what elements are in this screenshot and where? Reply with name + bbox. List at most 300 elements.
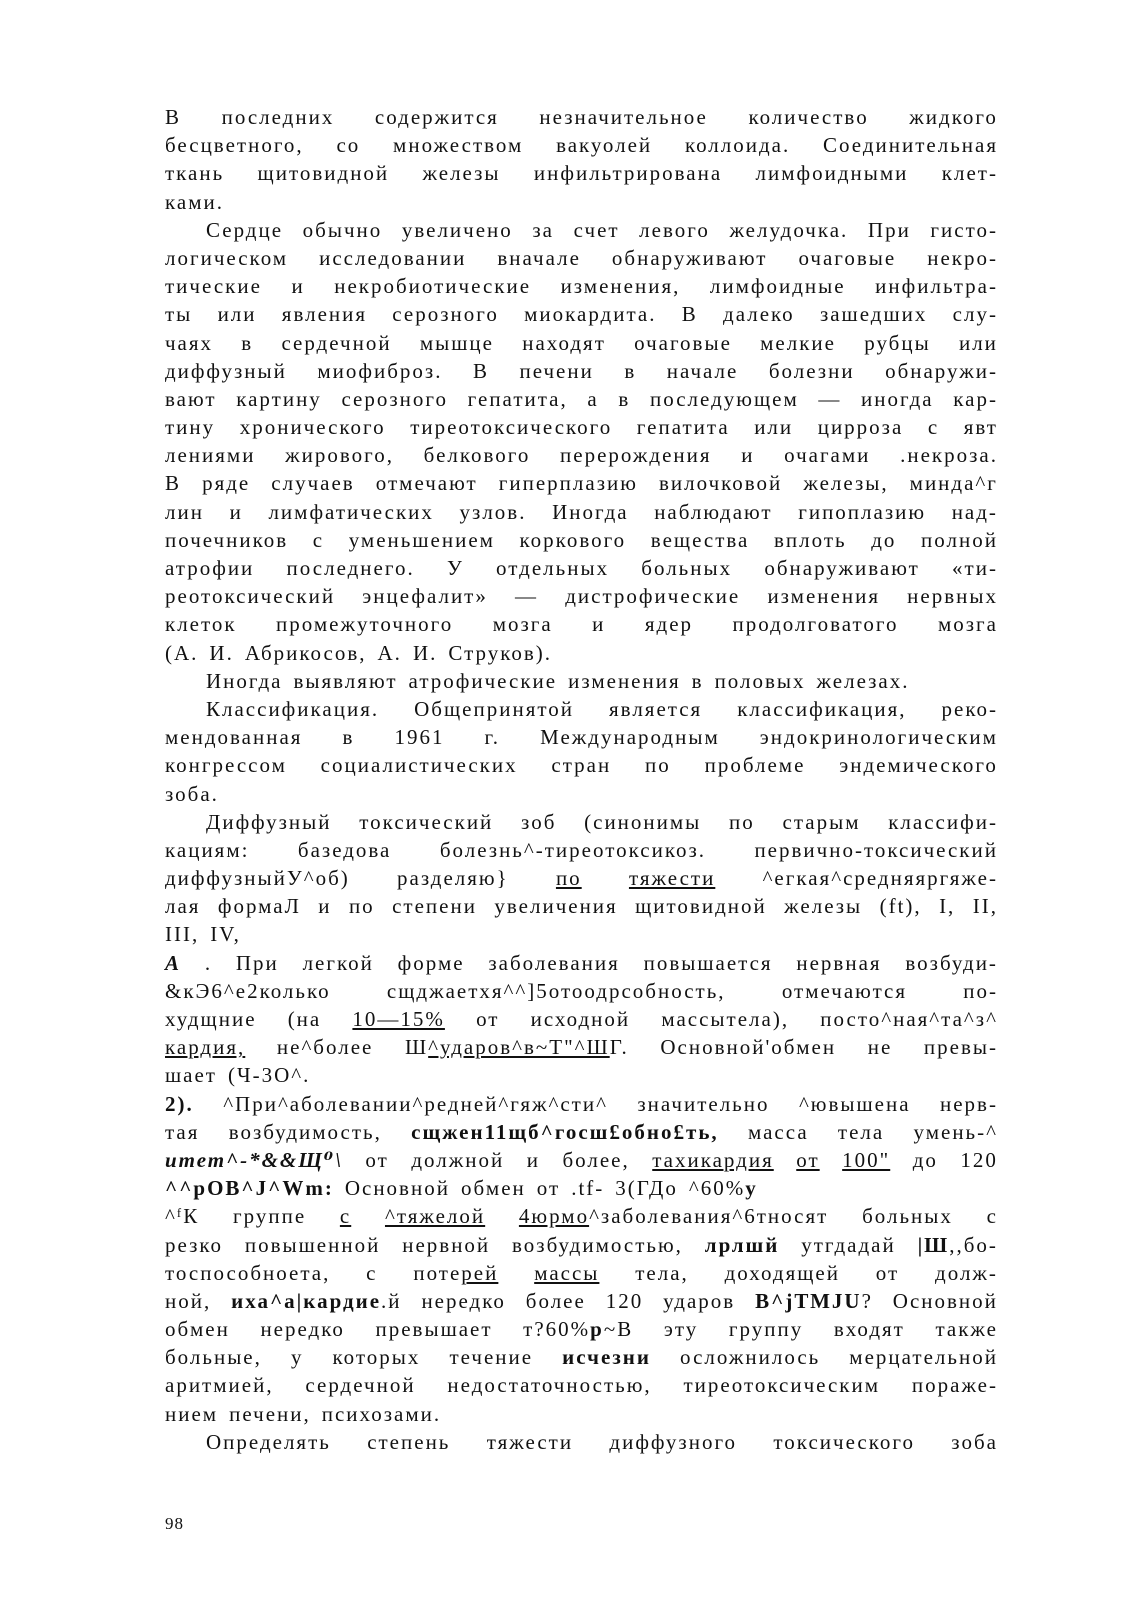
text-line <box>165 1428 998 1456</box>
word: более <box>525 1288 586 1313</box>
word: печени <box>519 358 594 383</box>
page-text-column <box>165 103 998 1456</box>
word: болезни <box>768 358 855 383</box>
word: желудочка. <box>729 217 849 242</box>
word: уменьшением <box>348 527 495 552</box>
word: и <box>318 894 332 919</box>
word: лая <box>165 894 201 919</box>
word: реотоксический <box>165 584 336 609</box>
word: не^более <box>276 1035 374 1060</box>
word: диффузный <box>165 358 287 383</box>
word: классификация, <box>737 696 907 721</box>
text-line <box>165 103 998 131</box>
word: вплоть <box>774 527 847 552</box>
word: ткань <box>165 161 225 186</box>
word: Струков). <box>448 640 553 665</box>
word: почечников <box>165 527 289 552</box>
word: которых <box>332 1345 421 1370</box>
word: утгдадай <box>801 1232 896 1257</box>
word: гисто- <box>930 217 998 242</box>
word: тоспособноета, <box>165 1260 331 1285</box>
word: обнаруживают <box>764 556 920 580</box>
word: степени <box>392 894 477 919</box>
word: потерей <box>413 1260 499 1285</box>
word: лимфатических <box>268 499 434 524</box>
word: Сердце <box>206 217 284 242</box>
word: больные, <box>165 1345 262 1370</box>
word: Ш^ударов^в~Т"^ШГ. <box>404 1035 629 1060</box>
word: миокардита. <box>524 302 657 327</box>
text-line <box>165 1202 998 1230</box>
word: за <box>532 217 555 242</box>
word: 120 <box>605 1288 644 1313</box>
word: последних <box>221 105 335 129</box>
word: А. <box>377 640 402 665</box>
word: жидкого <box>909 105 998 129</box>
text-line <box>165 1343 998 1371</box>
word: находят <box>522 330 606 355</box>
word: изменения, <box>560 274 681 299</box>
page-number: 98 <box>165 1514 184 1533</box>
word: тела <box>837 1119 885 1144</box>
word: и <box>291 274 305 299</box>
word: чаях <box>165 330 214 355</box>
word: является <box>609 696 703 721</box>
word: больных <box>862 1204 953 1229</box>
word: формаЛ <box>217 894 301 919</box>
word: исследовании <box>319 245 467 270</box>
word: III, <box>165 922 200 947</box>
word: базедова <box>297 837 392 862</box>
word: .некроза. <box>900 443 998 468</box>
word: и <box>592 612 606 637</box>
word: зоба. <box>165 781 219 806</box>
word: счет <box>573 217 620 242</box>
word: исчезни <box>562 1345 651 1370</box>
word: случаев <box>271 471 355 496</box>
text-line <box>165 441 998 469</box>
word: диффузного <box>609 1429 738 1454</box>
word: в <box>624 358 637 383</box>
word: у <box>290 1345 304 1370</box>
word: левого <box>639 217 710 242</box>
word: вначале <box>497 245 581 270</box>
word: инфильтра- <box>875 274 998 299</box>
word: явт <box>963 415 998 440</box>
word: 1961 <box>394 725 445 750</box>
word: клеток <box>165 612 237 637</box>
word: вакуолей <box>556 133 653 158</box>
text-line <box>165 610 998 638</box>
word: также <box>935 1317 998 1342</box>
word: повышенной <box>244 1232 381 1257</box>
word: зоб <box>521 809 557 834</box>
word: Иногда <box>206 668 283 693</box>
word: При <box>867 217 911 242</box>
word: степень <box>367 1429 451 1454</box>
word: атрофии <box>165 556 255 580</box>
word: или <box>958 330 998 355</box>
word: ^При^аболевании^редней^гяж^сти^ <box>223 1091 608 1116</box>
word: очаговые <box>634 330 732 355</box>
word: узлов. <box>459 499 527 524</box>
word: множеством <box>393 133 524 158</box>
word: и <box>526 1147 540 1172</box>
word: не <box>867 1035 893 1060</box>
word: Общепринятой <box>414 696 574 721</box>
word: повышается <box>643 950 773 975</box>
word: жирового, <box>285 443 394 468</box>
word: в <box>691 668 704 693</box>
word: недостаточностью, <box>447 1373 652 1398</box>
word: с <box>339 1204 352 1229</box>
word: а <box>587 386 599 411</box>
text-line <box>165 1005 998 1033</box>
word: II, <box>972 894 998 919</box>
text-line <box>165 920 998 948</box>
word: ^егкая^средняяргяже- <box>762 866 998 891</box>
word: гепатита <box>636 415 730 440</box>
word: В <box>165 471 182 496</box>
word: половых <box>714 668 806 693</box>
word: по <box>645 753 671 778</box>
word: лимфоидными <box>755 161 909 186</box>
word: резко <box>165 1232 224 1257</box>
word: минда^г <box>909 471 998 496</box>
word: очагами <box>784 443 871 468</box>
word: В <box>681 302 698 327</box>
text-line <box>165 329 998 357</box>
word: (на <box>287 1007 322 1031</box>
word: от <box>875 1260 900 1285</box>
word: худщние <box>165 1007 257 1031</box>
word: тиреотоксического <box>410 415 613 440</box>
word: умень-^ <box>913 1119 998 1144</box>
word: эту <box>663 1317 699 1342</box>
word: значительно <box>637 1091 770 1116</box>
word: мышце <box>419 330 494 355</box>
word: В <box>165 105 182 129</box>
word: иногда <box>861 386 934 411</box>
word: болезнь^-тиреотоксикоз. <box>439 837 707 862</box>
word: отдельных <box>496 556 610 580</box>
text-line <box>165 1371 998 1399</box>
word: с <box>366 1260 378 1285</box>
word: отмечаются <box>781 978 908 1003</box>
text-line <box>165 582 998 610</box>
word: 2). <box>165 1091 194 1116</box>
word: по- <box>963 978 998 1003</box>
word: серозного <box>341 386 448 411</box>
word: от <box>796 1147 820 1172</box>
word: обычно <box>302 217 383 242</box>
word: Диффузный <box>206 809 332 834</box>
word: в <box>618 386 631 411</box>
word: аритмией, <box>165 1373 274 1398</box>
word: кардия, <box>165 1035 246 1060</box>
word: (А. <box>165 640 199 665</box>
word: И. <box>209 640 234 665</box>
word: реко- <box>941 696 998 721</box>
text-line <box>165 216 998 244</box>
word: далеко <box>723 302 795 327</box>
word: группу <box>728 1317 804 1342</box>
word: возбуди- <box>905 950 998 975</box>
word: должной <box>411 1147 505 1172</box>
word: продолговатого <box>732 612 899 637</box>
word: ^ᶠК <box>165 1204 200 1229</box>
word: от <box>365 1147 389 1172</box>
word: (ft), <box>879 894 922 919</box>
word: — <box>515 584 539 609</box>
word: больных <box>641 556 733 580</box>
word: I, <box>939 894 956 919</box>
text-line <box>165 1061 998 1089</box>
word: по <box>729 809 755 834</box>
text-line <box>165 498 998 526</box>
word: изменения <box>568 668 681 693</box>
text-line <box>165 667 998 695</box>
word: содержится <box>374 105 499 129</box>
word: в <box>342 725 355 750</box>
word: обмен <box>165 1317 230 1342</box>
text-line <box>165 1174 998 1202</box>
word: нередко <box>260 1317 345 1342</box>
text-line <box>165 1287 998 1315</box>
word: эндокринологическим <box>759 725 998 750</box>
word: нередко <box>421 1288 506 1313</box>
word: ^^рОВ^J^Wm: <box>165 1176 334 1201</box>
word: слу- <box>952 302 998 327</box>
word: с <box>927 415 940 440</box>
word: мозга <box>492 612 553 637</box>
word: инфильтрирована <box>533 161 723 186</box>
word: лениями <box>165 443 256 468</box>
word: зоба <box>951 1429 998 1454</box>
word: количество <box>748 105 869 129</box>
word: до <box>912 1147 938 1172</box>
word: белкового <box>423 443 531 468</box>
word: железы, <box>803 471 889 496</box>
word: |Ш,,бо- <box>917 1232 998 1257</box>
word: нервной <box>402 1232 491 1257</box>
text-line <box>165 808 998 836</box>
word: с <box>986 1204 998 1229</box>
word: с <box>312 527 325 552</box>
text-line <box>165 949 998 977</box>
word: сердечной <box>305 1373 416 1398</box>
word: превы- <box>923 1035 998 1060</box>
word: перерождения <box>560 443 712 468</box>
word: коллоида. <box>684 133 791 158</box>
word: или <box>217 302 257 327</box>
word: гипоплазию <box>798 499 927 524</box>
word: массытела), <box>661 1007 790 1031</box>
word: осложнилось <box>680 1345 821 1370</box>
word: нием <box>165 1401 219 1426</box>
word: печени, <box>229 1401 311 1426</box>
word: последующем <box>649 386 799 411</box>
word: ряде <box>202 471 251 496</box>
word: промежуточного <box>276 612 454 637</box>
word: тину <box>165 415 216 440</box>
text-line <box>165 1231 998 1259</box>
word: тахикардия <box>652 1147 774 1172</box>
word: форме <box>397 950 465 975</box>
word: шает <box>165 1063 217 1088</box>
word: отмечают <box>375 471 478 496</box>
word: ^тяжелой <box>384 1204 486 1229</box>
word: «ти- <box>952 556 998 580</box>
word: И. <box>412 640 438 665</box>
text-line <box>165 1400 998 1428</box>
word: ты <box>165 302 193 327</box>
text-line <box>165 780 998 808</box>
word: течение <box>449 1345 534 1370</box>
word: железы <box>422 161 501 186</box>
word: ^ювышена <box>798 1091 911 1116</box>
word: 3(ГДо <box>615 1176 678 1201</box>
word: тические <box>165 274 262 299</box>
word: диффузныйУ^об) <box>165 866 350 891</box>
text-line <box>165 751 998 779</box>
word: сщджаетхя^^]5отоодрсобность, <box>386 978 726 1003</box>
word: по <box>348 894 375 919</box>
word: лрлшй <box>704 1232 780 1257</box>
word: тела, <box>635 1260 689 1285</box>
word: мозга <box>937 612 998 637</box>
word: и <box>229 499 243 524</box>
word: Иногда <box>552 499 629 524</box>
word: . <box>204 950 213 975</box>
text-line <box>165 1033 998 1061</box>
text-line <box>165 1118 998 1146</box>
word: миофиброз. <box>317 358 443 383</box>
word: социалистических <box>320 753 518 778</box>
word: бесцветного, <box>165 133 304 158</box>
word: цирроза <box>817 415 904 440</box>
text-line <box>165 272 998 300</box>
word: (Ч-3О^. <box>228 1063 311 1088</box>
text-line <box>165 639 998 667</box>
text-line <box>165 1146 998 1174</box>
word: масса <box>747 1119 809 1144</box>
word: гепатита, <box>467 386 568 411</box>
word: увеличения <box>494 894 618 919</box>
text-line <box>165 723 998 751</box>
text-line <box>165 357 998 385</box>
word: итет^-*&&Щ⁰\ <box>165 1147 343 1172</box>
text-line <box>165 892 998 920</box>
word: обнаружи- <box>885 358 998 383</box>
word: нервных <box>907 584 998 609</box>
word: токсического <box>773 1429 915 1454</box>
word: 100" <box>842 1147 891 1172</box>
word: Международным <box>540 725 720 750</box>
word: вещества <box>650 527 750 552</box>
text-line <box>165 864 998 892</box>
word: 4юрмо^заболевания^6тносят <box>518 1204 829 1229</box>
word: сщжен11щб^госш£обно£ть, <box>411 1119 719 1144</box>
word: проблеме <box>704 753 806 778</box>
word: В^jТМJU? <box>755 1288 873 1313</box>
word: У <box>446 556 464 580</box>
word: гиперплазию <box>498 471 638 496</box>
word: — <box>818 386 842 411</box>
word: клет- <box>941 161 998 186</box>
word: дистрофические <box>565 584 741 609</box>
word: тая <box>165 1119 200 1144</box>
word: обмен <box>460 1176 526 1201</box>
word: возбудимостью, <box>512 1232 683 1257</box>
word: последнего. <box>286 556 415 580</box>
word: пораже- <box>911 1373 998 1398</box>
word: вилочковой <box>658 471 783 496</box>
text-line <box>165 159 998 187</box>
text-line <box>165 469 998 497</box>
text-line <box>165 977 998 1005</box>
word: и <box>741 443 755 468</box>
word: в <box>241 330 254 355</box>
word: нервная <box>796 950 882 975</box>
word: до <box>871 527 897 552</box>
word: стран <box>551 753 612 778</box>
word: психозами. <box>321 1401 442 1426</box>
word: тиреотоксическим <box>683 1373 881 1398</box>
word: г. <box>484 725 501 750</box>
word: старым <box>782 809 861 834</box>
word: возбудимость, <box>228 1119 382 1144</box>
text-line <box>165 1259 998 1287</box>
word: ударов <box>663 1288 736 1313</box>
word: При <box>235 950 279 975</box>
word: Абрикосов, <box>244 640 367 665</box>
word: или <box>754 415 794 440</box>
word: Соединительная <box>823 133 998 158</box>
word: .tf- <box>571 1176 605 1201</box>
word: мерцательной <box>849 1345 998 1370</box>
word: наблюдают <box>654 499 773 524</box>
word: IV, <box>210 922 241 947</box>
word: группе <box>233 1204 307 1229</box>
word: вают <box>165 386 217 411</box>
word: щитовидной <box>635 894 767 919</box>
word: заболевания <box>488 950 620 975</box>
word: атрофические <box>408 668 558 693</box>
word: логическом <box>165 245 289 270</box>
text-line <box>165 554 998 582</box>
word: токсический <box>359 809 494 834</box>
word: превышает <box>375 1317 493 1342</box>
word: выявляют <box>293 668 398 693</box>
word: энцефалит» <box>362 584 488 609</box>
word: более, <box>562 1147 630 1172</box>
word: над- <box>951 499 998 524</box>
word: железы <box>784 894 863 919</box>
word: от <box>476 1007 500 1031</box>
word: тяжести <box>628 866 716 891</box>
text-line <box>165 836 998 864</box>
text-line <box>165 131 998 159</box>
word: А <box>165 950 182 975</box>
word: незначительное <box>539 105 708 129</box>
word: кациям: <box>165 837 250 862</box>
word: полной <box>921 527 998 552</box>
word: Основной <box>892 1288 998 1313</box>
word: эндемического <box>839 753 998 778</box>
word: по <box>555 866 582 891</box>
word: исходной <box>530 1007 631 1031</box>
